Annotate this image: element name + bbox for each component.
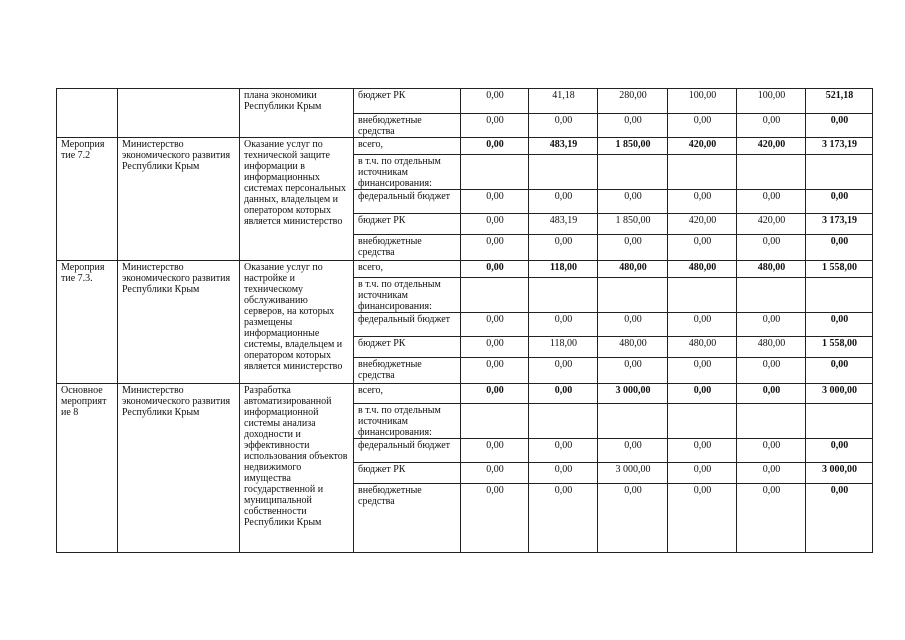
value-cell: 0,00	[737, 484, 806, 553]
value-cell: 0,00	[737, 190, 806, 214]
source-cell: внебюджетные средства	[354, 235, 461, 261]
source-cell: в т.ч. по отдельным источникам финансирования:	[354, 404, 461, 439]
total-cell: 3 173,19	[806, 214, 873, 235]
source-cell: бюджет РК	[354, 214, 461, 235]
value-cell: 0,00	[529, 313, 598, 337]
value-cell: 483,19	[529, 138, 598, 155]
description-cell: Оказание услуг по настройке и техническому обслуживанию серверов, на которых размещены информационные системы, владельцем и оператором которых является министерство	[240, 261, 354, 384]
value-cell: 420,00	[737, 214, 806, 235]
total-cell: 3 000,00	[806, 463, 873, 484]
value-cell	[529, 404, 598, 439]
executor-cell: Министерство экономического развития Республики Крым	[118, 138, 240, 261]
source-cell: федеральный бюджет	[354, 313, 461, 337]
source-cell: в т.ч. по отдельным источникам финансирования:	[354, 155, 461, 190]
source-cell: бюджет РК	[354, 337, 461, 358]
value-cell: 0,00	[461, 358, 529, 384]
source-cell: внебюджетные средства	[354, 484, 461, 553]
financing-table	[56, 88, 873, 553]
source-cell: всего,	[354, 261, 461, 278]
value-cell: 0,00	[737, 313, 806, 337]
value-cell	[461, 278, 529, 313]
measure-cell: Основное мероприят ие 8	[57, 384, 118, 553]
value-cell: 0,00	[598, 439, 668, 463]
value-cell: 480,00	[668, 337, 737, 358]
value-cell	[668, 404, 737, 439]
value-cell: 41,18	[529, 89, 598, 114]
value-cell: 0,00	[461, 384, 529, 404]
value-cell: 0,00	[461, 439, 529, 463]
value-cell: 0,00	[529, 484, 598, 553]
executor-cell: Министерство экономического развития Республики Крым	[118, 261, 240, 384]
value-cell: 0,00	[668, 358, 737, 384]
source-cell: бюджет РК	[354, 463, 461, 484]
value-cell: 0,00	[668, 313, 737, 337]
value-cell: 0,00	[529, 190, 598, 214]
value-cell: 0,00	[737, 114, 806, 138]
value-cell: 0,00	[529, 358, 598, 384]
value-cell: 0,00	[737, 439, 806, 463]
total-cell: 0,00	[806, 235, 873, 261]
value-cell: 0,00	[529, 114, 598, 138]
table-row	[57, 261, 873, 278]
total-cell: 1 558,00	[806, 261, 873, 278]
value-cell: 480,00	[598, 261, 668, 278]
value-cell: 0,00	[668, 190, 737, 214]
value-cell: 0,00	[529, 235, 598, 261]
value-cell	[737, 404, 806, 439]
description-cell: Разработка автоматизированной информационной системы анализа доходности и эффективности использования объектов недвижимого имущества государственной и муниципальной собственности Республики Крым	[240, 384, 354, 553]
value-cell: 100,00	[668, 89, 737, 114]
value-cell: 0,00	[598, 235, 668, 261]
value-cell: 0,00	[668, 114, 737, 138]
value-cell: 1 850,00	[598, 138, 668, 155]
total-cell: 3 173,19	[806, 138, 873, 155]
source-cell: федеральный бюджет	[354, 439, 461, 463]
total-cell	[806, 404, 873, 439]
value-cell: 0,00	[598, 190, 668, 214]
value-cell: 0,00	[529, 384, 598, 404]
table-row	[57, 384, 873, 404]
value-cell	[598, 278, 668, 313]
value-cell: 0,00	[668, 484, 737, 553]
value-cell	[461, 404, 529, 439]
value-cell: 420,00	[668, 214, 737, 235]
value-cell	[598, 155, 668, 190]
source-cell: бюджет РК	[354, 89, 461, 114]
value-cell	[529, 155, 598, 190]
value-cell	[598, 404, 668, 439]
total-cell: 0,00	[806, 484, 873, 553]
value-cell: 480,00	[737, 261, 806, 278]
table-row	[57, 89, 873, 114]
value-cell: 3 000,00	[598, 463, 668, 484]
source-cell: всего,	[354, 138, 461, 155]
source-cell: федеральный бюджет	[354, 190, 461, 214]
measure-cell: Мероприя тие 7.3.	[57, 261, 118, 384]
value-cell: 0,00	[461, 463, 529, 484]
value-cell: 0,00	[598, 484, 668, 553]
value-cell: 0,00	[598, 358, 668, 384]
value-cell: 3 000,00	[598, 384, 668, 404]
measure-cell: Мероприя тие 7.2	[57, 138, 118, 261]
total-cell: 3 000,00	[806, 384, 873, 404]
source-cell: в т.ч. по отдельным источникам финансирования:	[354, 278, 461, 313]
value-cell	[737, 278, 806, 313]
executor-cell: Министерство экономического развития Республики Крым	[118, 384, 240, 553]
value-cell: 0,00	[737, 463, 806, 484]
value-cell: 0,00	[529, 439, 598, 463]
total-cell: 521,18	[806, 89, 873, 114]
value-cell: 0,00	[461, 261, 529, 278]
value-cell: 0,00	[461, 89, 529, 114]
value-cell: 0,00	[461, 190, 529, 214]
value-cell: 0,00	[461, 484, 529, 553]
value-cell: 0,00	[668, 439, 737, 463]
value-cell: 280,00	[598, 89, 668, 114]
source-cell: всего,	[354, 384, 461, 404]
value-cell: 0,00	[668, 384, 737, 404]
value-cell: 483,19	[529, 214, 598, 235]
value-cell: 0,00	[461, 313, 529, 337]
measure-cell	[57, 89, 118, 138]
value-cell: 0,00	[737, 358, 806, 384]
source-cell: внебюджетные средства	[354, 114, 461, 138]
value-cell: 1 850,00	[598, 214, 668, 235]
value-cell: 480,00	[598, 337, 668, 358]
total-cell: 1 558,00	[806, 337, 873, 358]
total-cell: 0,00	[806, 439, 873, 463]
table-row	[57, 138, 873, 155]
value-cell	[668, 278, 737, 313]
total-cell: 0,00	[806, 313, 873, 337]
value-cell: 0,00	[598, 114, 668, 138]
value-cell	[461, 155, 529, 190]
value-cell: 0,00	[461, 214, 529, 235]
value-cell: 118,00	[529, 261, 598, 278]
executor-cell	[118, 89, 240, 138]
description-cell: Оказание услуг по технической защите информации в информационных системах персональных данных, владельцем и оператором которых является министерство	[240, 138, 354, 261]
value-cell: 0,00	[598, 313, 668, 337]
value-cell: 420,00	[668, 138, 737, 155]
value-cell: 118,00	[529, 337, 598, 358]
total-cell: 0,00	[806, 114, 873, 138]
value-cell: 480,00	[737, 337, 806, 358]
value-cell: 0,00	[461, 235, 529, 261]
total-cell: 0,00	[806, 358, 873, 384]
value-cell: 0,00	[461, 337, 529, 358]
value-cell: 100,00	[737, 89, 806, 114]
total-cell	[806, 278, 873, 313]
value-cell: 0,00	[529, 463, 598, 484]
value-cell: 420,00	[737, 138, 806, 155]
value-cell: 0,00	[461, 138, 529, 155]
value-cell: 480,00	[668, 261, 737, 278]
total-cell: 0,00	[806, 190, 873, 214]
value-cell: 0,00	[737, 235, 806, 261]
total-cell	[806, 155, 873, 190]
value-cell: 0,00	[668, 463, 737, 484]
value-cell: 0,00	[737, 384, 806, 404]
source-cell: внебюджетные средства	[354, 358, 461, 384]
value-cell	[668, 155, 737, 190]
value-cell: 0,00	[668, 235, 737, 261]
value-cell	[529, 278, 598, 313]
description-cell: плана экономики Республики Крым	[240, 89, 354, 138]
value-cell: 0,00	[461, 114, 529, 138]
value-cell	[737, 155, 806, 190]
